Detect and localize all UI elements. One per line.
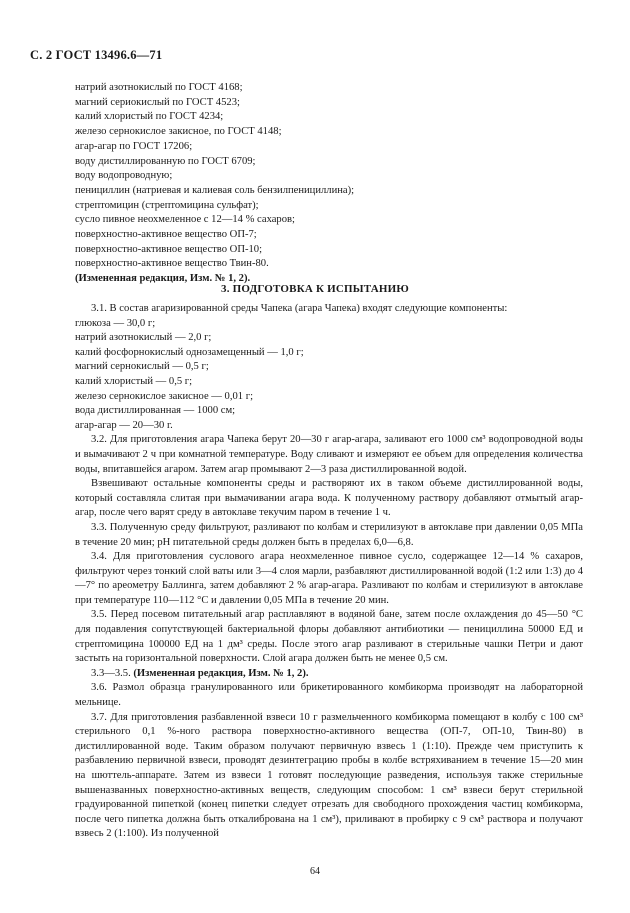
component-item: вода дистиллированная — 1000 см; xyxy=(75,405,236,417)
list-item: поверхностно-активное вещество ОП-7; xyxy=(75,229,257,241)
list-item: сусло пивное неохмеленное с 12—14 % сахаров; xyxy=(75,214,295,226)
paragraph-3-4: 3.4. Для приготовления суслового агара неохмеленное пивное сусло, содержащее 12—14 % сахаров, фильтруют через тонкий слой ваты или 3—4 слоя марли, разбавляют дистиллированной водой (1:2 или 1:3) до 4—7° по ареометру Баллинга, затем добавляют 2 % агар-агара. Разливают по колбам и стерилизуют в автоклаве при температуре 110—112 °С и давлении 0,05 МПа в течение 20 мин. xyxy=(75,551,583,606)
component-item: агар-агар — 20—30 г. xyxy=(75,419,173,431)
list-item: поверхностно-активное вещество Твин-80. xyxy=(75,258,269,270)
list-item: стрептомицин (стрептомицина сульфат); xyxy=(75,199,259,211)
list-item: воду водопроводную; xyxy=(75,170,173,182)
page-number: 64 xyxy=(310,866,320,877)
paragraph-3-5: 3.5. Перед посевом питательный агар расплавляют в водяной бане, затем после охлаждения до 45—50 °С для подавления сопутствующей бактериальной флоры добавляют антибиотики — пенициллина 50000 ЕД и стрептомицина 100000 ЕД на 1 дм³ среды. После этого агар разливают в стерильные чашки Петри и дают застыть на горизонтальной поверхности. Слой агара должен быть не менее 0,5 см. xyxy=(75,609,583,665)
paragraph-3-2-continued: Взвешивают остальные компоненты среды и растворяют их в таком объеме дистиллированной воды, который составляла слитая при вымачивании агара вода. К полученному раствору добавляют отмытый агар-агар, после чего варят среду в автоклаве текучим паром в течение 1 ч. xyxy=(75,478,583,519)
list-item: воду дистиллированную по ГОСТ 6709; xyxy=(75,155,256,167)
component-item: калий фосфорнокислый однозамещенный — 1,0 г; xyxy=(75,346,304,358)
component-item: железо сернокислое закисное — 0,01 г; xyxy=(75,390,254,402)
section-body xyxy=(75,302,583,842)
component-item: магний сернокислый — 0,5 г; xyxy=(75,361,209,373)
list-item: калий хлористый по ГОСТ 4234; xyxy=(75,111,224,123)
revision-note: (Измененная редакция, Изм. № 1, 2). xyxy=(133,667,309,679)
list-item: пенициллин (натриевая и калиевая соль бензилпенициллина); xyxy=(75,184,355,196)
revision-prefix: 3.3—3.5. xyxy=(91,667,134,679)
paragraph-3-2: 3.2. Для приготовления агара Чапека берут 20—30 г агар-агара, заливают его 1000 см³ водопроводной воды и вымачивают 2 ч при комнатной температуре. Воду сливают и измеряют ее объем для определения количества воды, впитавшейся агаром. Затем агар промывают 2—3 раза дистиллированной водой. xyxy=(75,434,583,475)
list-item: железо сернокислое закисное, по ГОСТ 4148; xyxy=(75,126,282,138)
component-item: натрий азотнокислый — 2,0 г; xyxy=(75,332,212,344)
revision-note-3-3-3-5 xyxy=(75,667,583,682)
component-item: глюкоза — 30,0 г; xyxy=(75,317,156,329)
revision-note: (Измененная редакция, Изм. № 1, 2). xyxy=(75,273,251,285)
list-item: агар-агар по ГОСТ 17206; xyxy=(75,140,193,152)
paragraph-3-3: 3.3. Полученную среду фильтруют, разливают по колбам и стерилизуют в автоклаве при давлении 0,05 МПа в течение 20 мин; pH питательной среды должен быть в пределах 6,0—6,8. xyxy=(75,521,583,548)
list-item: поверхностно-активное вещество ОП-10; xyxy=(75,243,263,255)
page-header: С. 2 ГОСТ 13496.6—71 xyxy=(30,48,163,62)
list-item: магний сериокислый по ГОСТ 4523; xyxy=(75,96,240,108)
paragraph-3-6: 3.6. Размол образца гранулированного или брикетированного комбикорма производят на лабораторной мельнице. xyxy=(75,682,583,709)
paragraph-3-7: 3.7. Для приготовления разбавленной взвеси 10 г размельченного комбикорма помещают в колбу с 100 см³ стерильного 0,1 %-ного раствора поверхностно-активного вещества (ОП-7, ОП-10, Твин-80) в дистиллированной воде. Таким образом получают первичную взвесь 1 (1:10). Прежде чем приступить к разбавлению первичной взвеси, проводят дезинтеграцию пробы в колбе встряхиванием в течение 15—20 мин на шюттель-аппарате. Затем из взвеси 1 готовят последующие разведения, используя также стерильные вышеназванных поверхностно-активных веществ, следующим способом: 1 см³ взвеси берут стерильной градуированной пипеткой (конец пипетки следует отрезать для свободного прохождения частиц комбикорма, после чего пипетка должна быть откалиброванa на 1 см³), приливают в пробирку с 9 см³ раствора и получают взвесь 2 (1:100). Из полученной xyxy=(75,711,583,840)
list-item: натрий азотнокислый по ГОСТ 4168; xyxy=(75,82,243,93)
section-title: 3. ПОДГОТОВКА К ИСПЫТАНИЮ xyxy=(221,283,409,295)
component-item: калий хлористый — 0,5 г; xyxy=(75,375,193,387)
reagent-list xyxy=(75,81,595,287)
paragraph-3-1: 3.1. В состав агаризированной среды Чапека (агара Чапека) входят следующие компоненты: xyxy=(91,303,508,314)
